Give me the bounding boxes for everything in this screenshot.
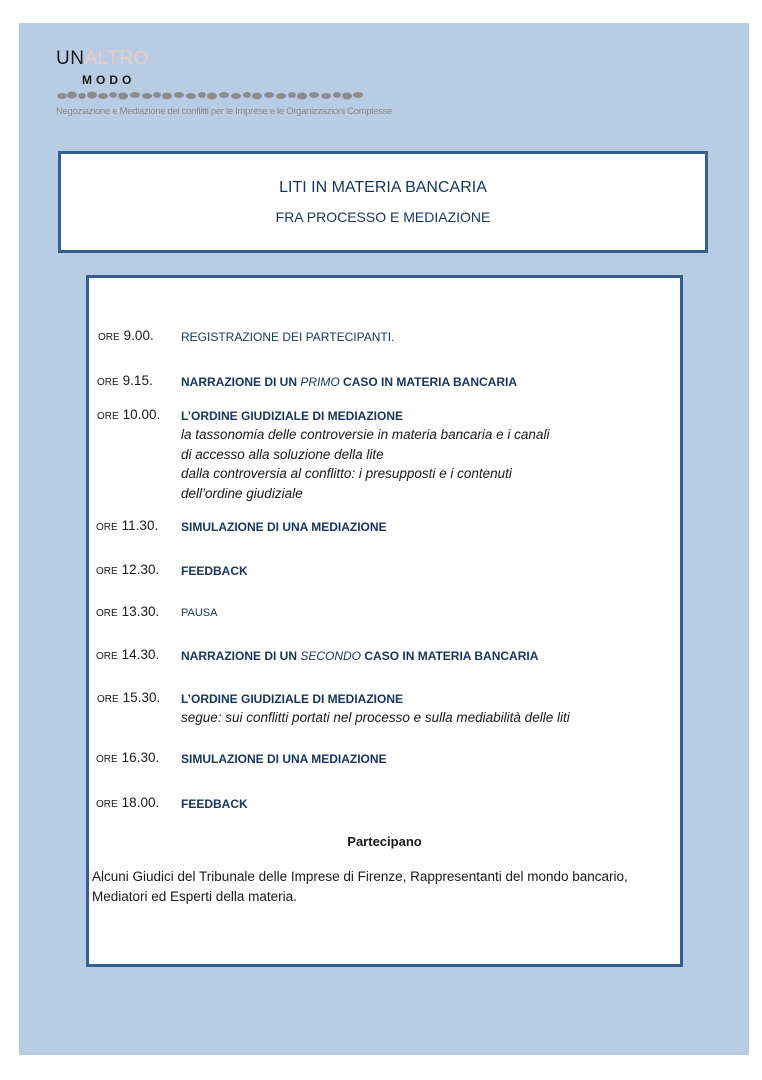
participants-text: Alcuni Giudici del Tribunale delle Imprese di Firenze, Rappresentanti del mondo bancario, Mediatori ed Esperti della materia. — [92, 869, 628, 904]
program-activity: PAUSA — [181, 607, 218, 619]
program-activity: NARRAZIONE DI UN SECONDO CASO IN MATERIA BANCARIA — [181, 649, 539, 663]
program-time: ORE 9.00. — [98, 328, 154, 343]
program-activity: SIMULAZIONE DI UNA MEDIAZIONE — [181, 520, 387, 534]
program-activity: L’ORDINE GIUDIZIALE DI MEDIAZIONE — [181, 409, 404, 423]
program-time: ORE 12.30. — [96, 562, 160, 577]
program-activity: L’ORDINE GIUDIZIALE DI MEDIAZIONE — [181, 692, 404, 706]
program-time: ORE 11.30. — [96, 518, 159, 533]
program-details: la tassonomia delle controversie in materia bancaria e i canali di accesso alla soluzione della lite dalla controversia al conflitto: i presupposti e i contenuti dell’ordine giudiziale — [181, 427, 550, 501]
program-activity: NARRAZIONE DI UN PRIMO CASO IN MATERIA BANCARIA — [181, 375, 518, 389]
logo-wordmark — [56, 48, 149, 70]
logo-tagline: Negoziazione e Mediazione dei conflitti per le Imprese e le Organizzazioni Complesse — [56, 106, 392, 117]
logo-altro: ALTRO — [84, 48, 149, 69]
program-box — [86, 275, 683, 967]
logo — [56, 48, 392, 128]
participants-heading: Partecipano — [347, 834, 422, 849]
program-activity: FEEDBACK — [181, 797, 248, 811]
program-activity: SIMULAZIONE DI UNA MEDIAZIONE — [181, 752, 387, 766]
pebbles-icon — [56, 90, 366, 102]
title-box — [58, 151, 708, 253]
program-details: segue: sui conflitti portati nel processo e sulla mediabilità delle liti — [181, 710, 570, 725]
program-time: ORE 18.00. — [96, 795, 160, 810]
logo-modo: MODO — [82, 73, 136, 87]
page-title: LITI IN MATERIA BANCARIA — [279, 179, 487, 196]
program-activity: FEEDBACK — [181, 564, 248, 578]
page-subtitle: FRA PROCESSO E MEDIAZIONE — [275, 209, 491, 225]
program-activity: REGISTRAZIONE DEI PARTECIPANTI. — [181, 330, 395, 344]
logo-un: UN — [56, 48, 85, 69]
program-time: ORE 9.15. — [97, 373, 153, 388]
program-time: ORE 10.00. — [97, 407, 161, 422]
program-time: ORE 13.30. — [96, 604, 160, 619]
program-time: ORE 14.30. — [96, 647, 160, 662]
program-time: ORE 16.30. — [96, 750, 160, 765]
program-time: ORE 15.30. — [97, 690, 161, 705]
